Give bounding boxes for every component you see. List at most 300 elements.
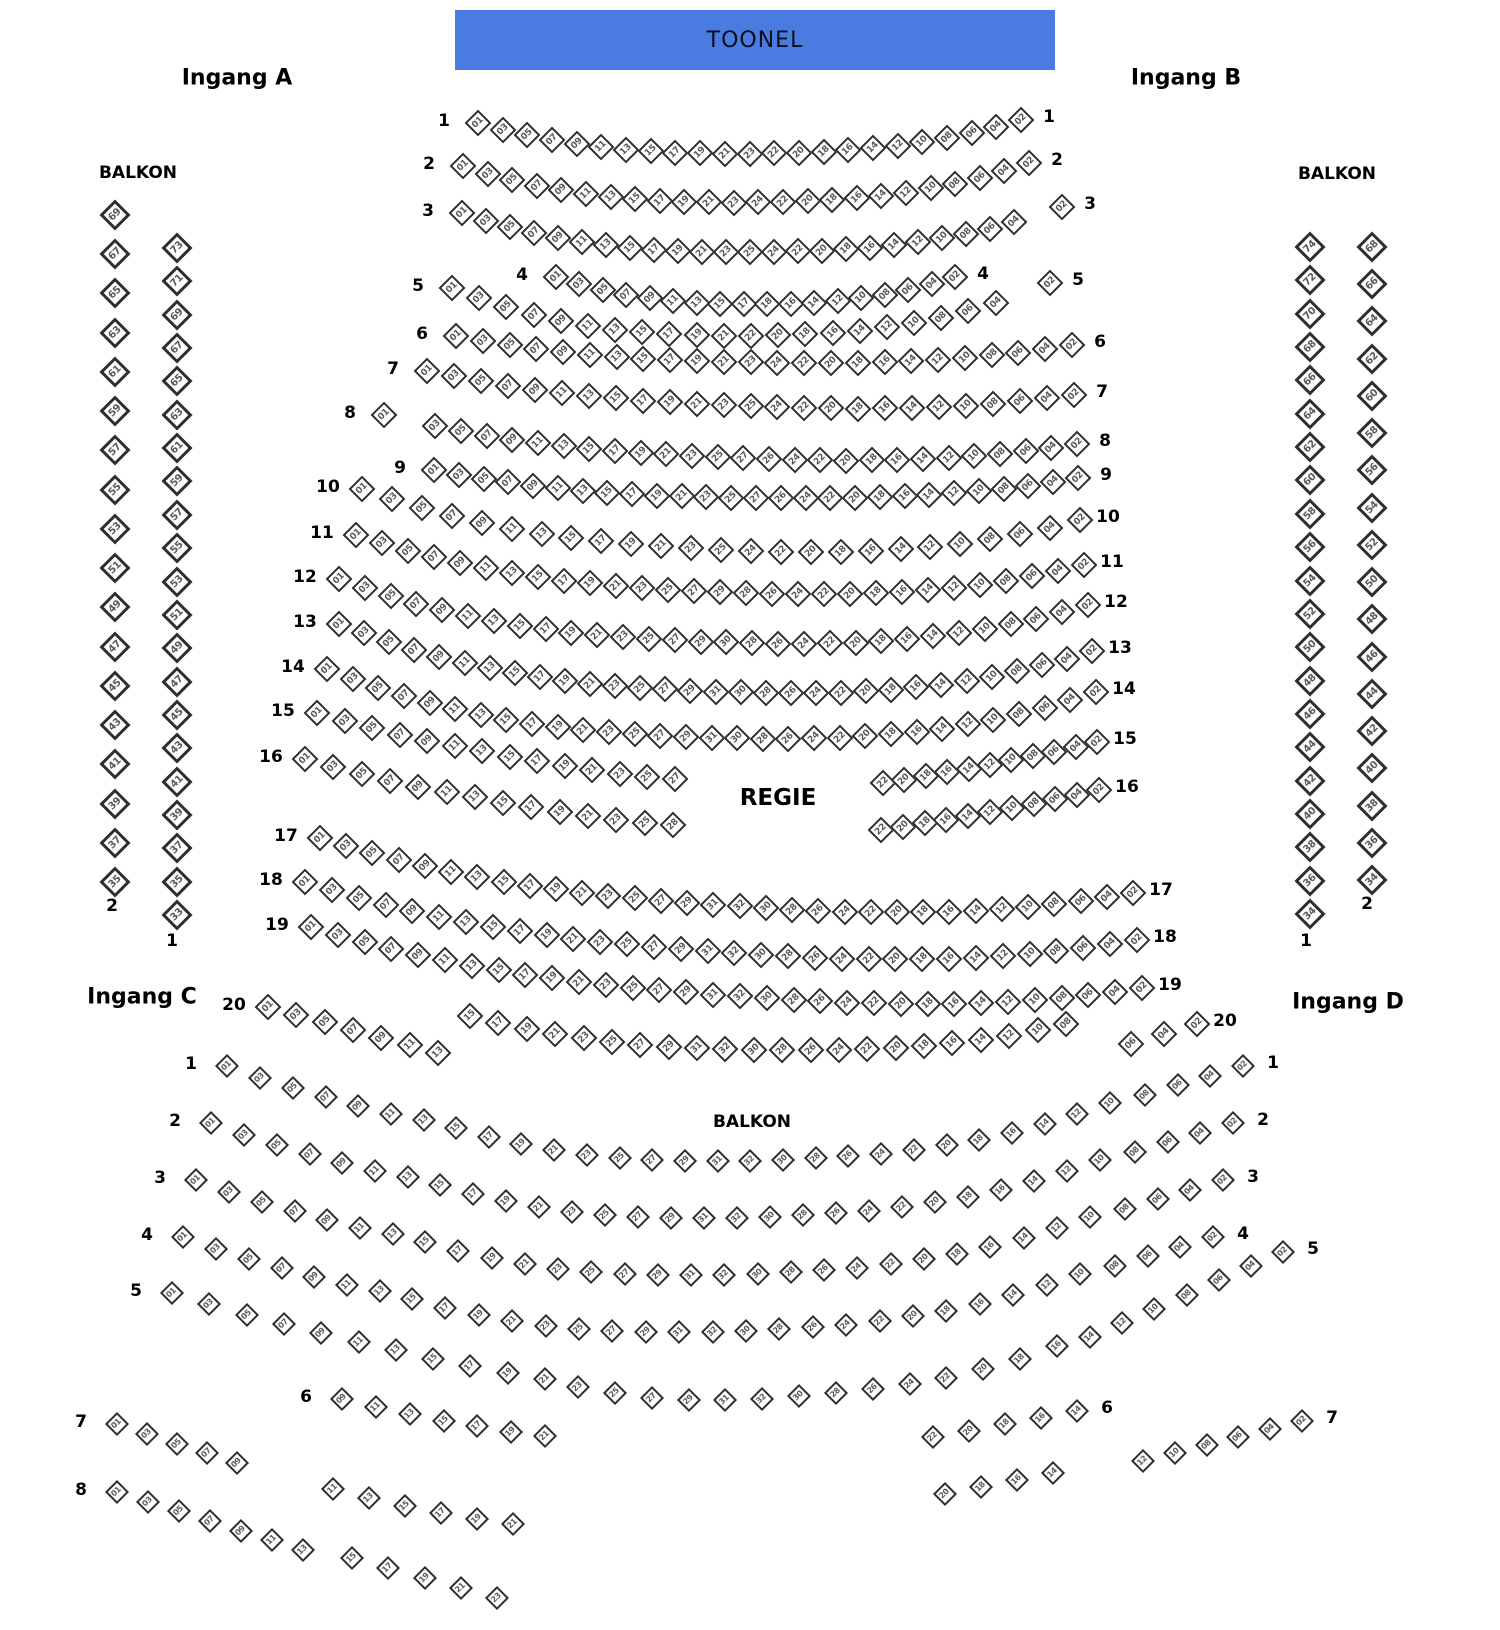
seat[interactable] <box>737 393 764 420</box>
seat[interactable] <box>528 520 555 547</box>
seat[interactable] <box>958 119 985 146</box>
seat[interactable] <box>917 533 944 560</box>
seat[interactable] <box>421 1347 445 1371</box>
seat[interactable] <box>700 891 727 918</box>
seat[interactable] <box>1037 270 1064 297</box>
seat[interactable] <box>1000 1121 1024 1145</box>
seat[interactable] <box>854 1036 881 1063</box>
seat[interactable] <box>428 1173 452 1197</box>
seat[interactable] <box>894 626 921 653</box>
seat[interactable] <box>674 889 701 916</box>
seat[interactable] <box>592 971 619 998</box>
seat[interactable] <box>945 1242 969 1266</box>
seat[interactable] <box>579 1260 603 1284</box>
seat[interactable] <box>396 1165 420 1189</box>
seat[interactable] <box>577 670 604 697</box>
seat[interactable] <box>292 869 319 896</box>
seat[interactable] <box>1178 1178 1202 1202</box>
seat[interactable] <box>668 483 695 510</box>
seat[interactable] <box>429 597 456 624</box>
seat[interactable] <box>498 515 525 542</box>
seat[interactable] <box>792 485 819 512</box>
seat[interactable] <box>1103 1254 1127 1278</box>
seat[interactable] <box>603 1381 627 1405</box>
seat[interactable] <box>575 1143 599 1167</box>
seat[interactable] <box>752 895 779 922</box>
seat[interactable] <box>954 711 981 738</box>
seat[interactable] <box>634 1320 658 1344</box>
seat[interactable] <box>302 1265 326 1289</box>
seat[interactable] <box>769 1037 796 1064</box>
seat[interactable] <box>1019 743 1046 770</box>
seat[interactable] <box>912 1247 936 1271</box>
seat[interactable] <box>631 809 658 836</box>
seat[interactable] <box>945 620 972 647</box>
seat[interactable] <box>390 682 417 709</box>
seat[interactable] <box>161 833 192 864</box>
seat[interactable] <box>1045 1334 1069 1358</box>
seat[interactable] <box>165 1431 189 1455</box>
seat[interactable] <box>576 435 603 462</box>
seat[interactable] <box>787 1384 811 1408</box>
seat[interactable] <box>320 753 347 780</box>
seat[interactable] <box>161 332 192 363</box>
seat[interactable] <box>1031 694 1058 721</box>
seat[interactable] <box>551 667 578 694</box>
seat[interactable] <box>733 580 760 607</box>
seat[interactable] <box>421 544 448 571</box>
seat[interactable] <box>684 1035 711 1062</box>
seat[interactable] <box>477 1125 501 1149</box>
seat[interactable] <box>476 655 503 682</box>
seat[interactable] <box>506 612 533 639</box>
seat[interactable] <box>543 264 570 291</box>
seat[interactable] <box>978 663 1005 690</box>
seat[interactable] <box>853 678 880 705</box>
seat[interactable] <box>368 1279 392 1303</box>
seat[interactable] <box>161 466 192 497</box>
seat[interactable] <box>643 482 670 509</box>
seat[interactable] <box>1028 652 1055 679</box>
seat[interactable] <box>740 1036 767 1063</box>
seat[interactable] <box>878 1252 902 1276</box>
seat[interactable] <box>546 799 573 826</box>
seat[interactable] <box>426 903 453 930</box>
seat[interactable] <box>1129 975 1156 1002</box>
seat[interactable] <box>1294 365 1325 396</box>
seat[interactable] <box>496 332 523 359</box>
seat[interactable] <box>721 939 748 966</box>
seat[interactable] <box>369 530 396 557</box>
seat[interactable] <box>887 991 914 1018</box>
seat[interactable] <box>1023 605 1050 632</box>
seat[interactable] <box>598 1029 625 1056</box>
seat[interactable] <box>797 539 824 566</box>
seat[interactable] <box>357 1486 381 1510</box>
seat[interactable] <box>687 140 714 167</box>
seat[interactable] <box>858 447 885 474</box>
seat[interactable] <box>966 164 993 191</box>
seat[interactable] <box>544 475 571 502</box>
seat[interactable] <box>1070 935 1097 962</box>
seat[interactable] <box>501 660 528 687</box>
seat[interactable] <box>432 947 459 974</box>
seat[interactable] <box>351 929 378 956</box>
seat[interactable] <box>426 643 453 670</box>
seat[interactable] <box>807 988 834 1015</box>
seat[interactable] <box>1016 150 1043 177</box>
seat[interactable] <box>1356 641 1387 672</box>
seat[interactable] <box>99 513 130 544</box>
seat[interactable] <box>161 232 192 263</box>
seat[interactable] <box>724 725 751 752</box>
seat[interactable] <box>1294 765 1325 796</box>
seat[interactable] <box>736 140 763 167</box>
seat[interactable] <box>543 876 570 903</box>
seat[interactable] <box>613 136 640 163</box>
seat[interactable] <box>473 555 500 582</box>
seat[interactable] <box>971 616 998 643</box>
seat[interactable] <box>499 1420 523 1444</box>
seat[interactable] <box>161 766 192 797</box>
seat[interactable] <box>1057 687 1084 714</box>
seat[interactable] <box>843 185 870 212</box>
seat[interactable] <box>824 288 851 315</box>
seat[interactable] <box>764 394 791 421</box>
seat[interactable] <box>884 132 911 159</box>
seat[interactable] <box>614 931 641 958</box>
seat[interactable] <box>539 127 566 154</box>
seat[interactable] <box>441 363 468 390</box>
seat[interactable] <box>490 789 517 816</box>
seat[interactable] <box>1356 567 1387 598</box>
seat[interactable] <box>1042 786 1069 813</box>
seat[interactable] <box>1294 865 1325 896</box>
seat[interactable] <box>600 1319 624 1343</box>
seat[interactable] <box>412 1108 436 1132</box>
seat[interactable] <box>1294 598 1325 629</box>
seat[interactable] <box>934 125 961 152</box>
seat[interactable] <box>942 170 969 197</box>
seat[interactable] <box>982 290 1009 317</box>
seat[interactable] <box>485 957 512 984</box>
seat[interactable] <box>603 806 630 833</box>
seat[interactable] <box>819 187 846 214</box>
seat[interactable] <box>648 533 675 560</box>
seat[interactable] <box>324 921 351 948</box>
seat[interactable] <box>204 1237 228 1261</box>
seat[interactable] <box>105 1412 129 1436</box>
seat[interactable] <box>1221 1111 1245 1135</box>
seat[interactable] <box>479 1246 503 1270</box>
seat[interactable] <box>309 1321 333 1345</box>
seat[interactable] <box>496 1361 520 1385</box>
seat[interactable] <box>161 533 192 564</box>
seat[interactable] <box>588 528 615 555</box>
seat[interactable] <box>326 566 353 593</box>
seat[interactable] <box>963 944 990 971</box>
seat[interactable] <box>863 580 890 607</box>
seat[interactable] <box>318 877 345 904</box>
seat[interactable] <box>977 215 1004 242</box>
seat[interactable] <box>727 679 754 706</box>
seat[interactable] <box>364 1395 388 1419</box>
seat[interactable] <box>1075 982 1102 1009</box>
seat[interactable] <box>941 480 968 507</box>
seat[interactable] <box>99 553 130 584</box>
seat[interactable] <box>934 1133 958 1157</box>
seat[interactable] <box>457 1003 484 1030</box>
seat[interactable] <box>596 719 623 746</box>
seat[interactable] <box>1124 927 1151 954</box>
seat[interactable] <box>544 714 571 741</box>
seat[interactable] <box>647 887 674 914</box>
seat[interactable] <box>971 1357 995 1381</box>
seat[interactable] <box>1356 343 1387 374</box>
seat[interactable] <box>710 348 737 375</box>
seat[interactable] <box>629 319 656 346</box>
seat[interactable] <box>765 322 792 349</box>
seat[interactable] <box>910 446 937 473</box>
seat[interactable] <box>1005 1468 1029 1492</box>
seat[interactable] <box>826 724 853 751</box>
seat[interactable] <box>1067 507 1094 534</box>
seat[interactable] <box>1294 565 1325 596</box>
seat[interactable] <box>812 1258 836 1282</box>
seat[interactable] <box>997 611 1024 638</box>
seat[interactable] <box>641 236 668 263</box>
seat[interactable] <box>304 700 331 727</box>
seat[interactable] <box>707 579 734 606</box>
seat[interactable] <box>1024 1017 1051 1044</box>
seat[interactable] <box>681 577 708 604</box>
seat[interactable] <box>1198 1064 1222 1088</box>
seat[interactable] <box>1294 665 1325 696</box>
seat[interactable] <box>801 1315 825 1339</box>
seat[interactable] <box>1294 498 1325 529</box>
seat[interactable] <box>467 1303 491 1327</box>
seat[interactable] <box>333 832 360 859</box>
seat[interactable] <box>759 580 786 607</box>
seat[interactable] <box>935 444 962 471</box>
seat[interactable] <box>734 1318 758 1342</box>
seat[interactable] <box>702 678 729 705</box>
seat[interactable] <box>408 495 435 522</box>
seat[interactable] <box>891 766 918 793</box>
seat[interactable] <box>818 395 845 422</box>
seat[interactable] <box>967 571 994 598</box>
seat[interactable] <box>99 278 130 309</box>
seat[interactable] <box>610 624 637 651</box>
seat[interactable] <box>1120 880 1147 907</box>
seat[interactable] <box>518 794 545 821</box>
seat[interactable] <box>465 1414 489 1438</box>
seat[interactable] <box>340 1017 367 1044</box>
seat[interactable] <box>523 172 550 199</box>
seat[interactable] <box>1078 1325 1102 1349</box>
seat[interactable] <box>533 1424 557 1448</box>
seat[interactable] <box>232 1123 256 1147</box>
seat[interactable] <box>683 390 710 417</box>
seat[interactable] <box>833 447 860 474</box>
seat[interactable] <box>171 1225 195 1249</box>
seat[interactable] <box>281 1076 305 1100</box>
seat[interactable] <box>1022 1169 1046 1193</box>
seat[interactable] <box>991 157 1018 184</box>
seat[interactable] <box>905 229 932 256</box>
seat[interactable] <box>978 1235 1002 1259</box>
seat[interactable] <box>672 723 699 750</box>
seat[interactable] <box>444 1116 468 1140</box>
seat[interactable] <box>646 188 673 215</box>
seat[interactable] <box>594 479 621 506</box>
seat[interactable] <box>321 1477 345 1501</box>
seat[interactable] <box>925 346 952 373</box>
seat[interactable] <box>560 925 587 952</box>
seat[interactable] <box>622 186 649 213</box>
seat[interactable] <box>401 636 428 663</box>
seat[interactable] <box>461 784 488 811</box>
seat[interactable] <box>977 526 1004 553</box>
seat[interactable] <box>809 237 836 264</box>
seat[interactable] <box>1065 1399 1089 1423</box>
seat[interactable] <box>1053 1011 1080 1038</box>
seat[interactable] <box>942 264 969 291</box>
seat[interactable] <box>161 599 192 630</box>
seat[interactable] <box>745 1261 769 1285</box>
seat[interactable] <box>1118 1031 1145 1058</box>
seat[interactable] <box>161 866 192 897</box>
seat[interactable] <box>438 503 465 530</box>
seat[interactable] <box>1065 465 1092 492</box>
seat[interactable] <box>903 674 930 701</box>
seat[interactable] <box>871 349 898 376</box>
seat[interactable] <box>499 167 526 194</box>
seat[interactable] <box>914 991 941 1018</box>
seat[interactable] <box>481 608 508 635</box>
seat[interactable] <box>679 442 706 469</box>
seat[interactable] <box>1231 1054 1255 1078</box>
seat[interactable] <box>441 733 468 760</box>
seat[interactable] <box>630 345 657 372</box>
seat[interactable] <box>560 1200 584 1224</box>
seat[interactable] <box>936 945 963 972</box>
seat[interactable] <box>363 1159 387 1183</box>
seat[interactable] <box>448 418 475 445</box>
seat[interactable] <box>345 884 372 911</box>
seat[interactable] <box>527 1195 551 1219</box>
seat[interactable] <box>1041 891 1068 918</box>
seat[interactable] <box>1048 984 1075 1011</box>
seat[interactable] <box>980 706 1007 733</box>
seat[interactable] <box>485 1586 509 1610</box>
seat[interactable] <box>499 560 526 587</box>
seat[interactable] <box>99 827 130 858</box>
seat[interactable] <box>199 1111 223 1135</box>
seat[interactable] <box>848 285 875 312</box>
seat[interactable] <box>548 380 575 407</box>
seat[interactable] <box>1294 265 1325 296</box>
seat[interactable] <box>260 1528 284 1552</box>
seat[interactable] <box>989 943 1016 970</box>
seat[interactable] <box>655 1033 682 1060</box>
seat[interactable] <box>627 1031 654 1058</box>
seat[interactable] <box>872 395 899 422</box>
seat[interactable] <box>857 1199 881 1223</box>
seat[interactable] <box>1294 732 1325 763</box>
seat[interactable] <box>533 1367 557 1391</box>
seat[interactable] <box>603 343 630 370</box>
seat[interactable] <box>315 1208 339 1232</box>
seat[interactable] <box>978 342 1005 369</box>
seat[interactable] <box>671 189 698 216</box>
seat[interactable] <box>542 1021 569 1048</box>
seat[interactable] <box>313 1085 337 1109</box>
seat[interactable] <box>816 630 843 657</box>
seat[interactable] <box>446 1239 470 1263</box>
seat[interactable] <box>493 294 520 321</box>
seat[interactable] <box>499 426 526 453</box>
seat[interactable] <box>524 748 551 775</box>
seat[interactable] <box>1083 679 1110 706</box>
seat[interactable] <box>779 896 806 923</box>
seat[interactable] <box>692 1206 716 1230</box>
seat[interactable] <box>1075 592 1102 619</box>
seat[interactable] <box>1133 1083 1157 1107</box>
seat[interactable] <box>520 301 547 328</box>
seat[interactable] <box>588 134 615 161</box>
seat[interactable] <box>646 977 673 1004</box>
seat[interactable] <box>255 994 282 1021</box>
seat[interactable] <box>909 129 936 156</box>
seat[interactable] <box>1034 385 1061 412</box>
seat[interactable] <box>1294 898 1325 929</box>
seat[interactable] <box>574 312 601 339</box>
seat[interactable] <box>1184 1011 1211 1038</box>
seat[interactable] <box>993 567 1020 594</box>
seat[interactable] <box>217 1180 241 1204</box>
seat[interactable] <box>523 335 550 362</box>
seat[interactable] <box>443 323 470 350</box>
seat[interactable] <box>711 140 738 167</box>
seat[interactable] <box>161 499 192 530</box>
seat[interactable] <box>513 1016 540 1043</box>
seat[interactable] <box>923 1190 947 1214</box>
seat[interactable] <box>781 446 808 473</box>
seat[interactable] <box>161 666 192 697</box>
seat[interactable] <box>160 1281 184 1305</box>
seat[interactable] <box>887 536 914 563</box>
seat[interactable] <box>606 760 633 787</box>
seat[interactable] <box>514 122 541 149</box>
seat[interactable] <box>161 633 192 664</box>
seat[interactable] <box>866 484 893 511</box>
seat[interactable] <box>412 1566 436 1590</box>
seat[interactable] <box>640 933 667 960</box>
seat[interactable] <box>962 897 989 924</box>
seat[interactable] <box>597 184 624 211</box>
seat[interactable] <box>365 674 392 701</box>
seat[interactable] <box>889 813 916 840</box>
seat[interactable] <box>433 1296 457 1320</box>
seat[interactable] <box>790 630 817 657</box>
seat[interactable] <box>1021 987 1048 1014</box>
seat[interactable] <box>99 709 130 740</box>
seat[interactable] <box>566 968 593 995</box>
seat[interactable] <box>965 478 992 505</box>
seat[interactable] <box>683 322 710 349</box>
seat[interactable] <box>161 366 192 397</box>
